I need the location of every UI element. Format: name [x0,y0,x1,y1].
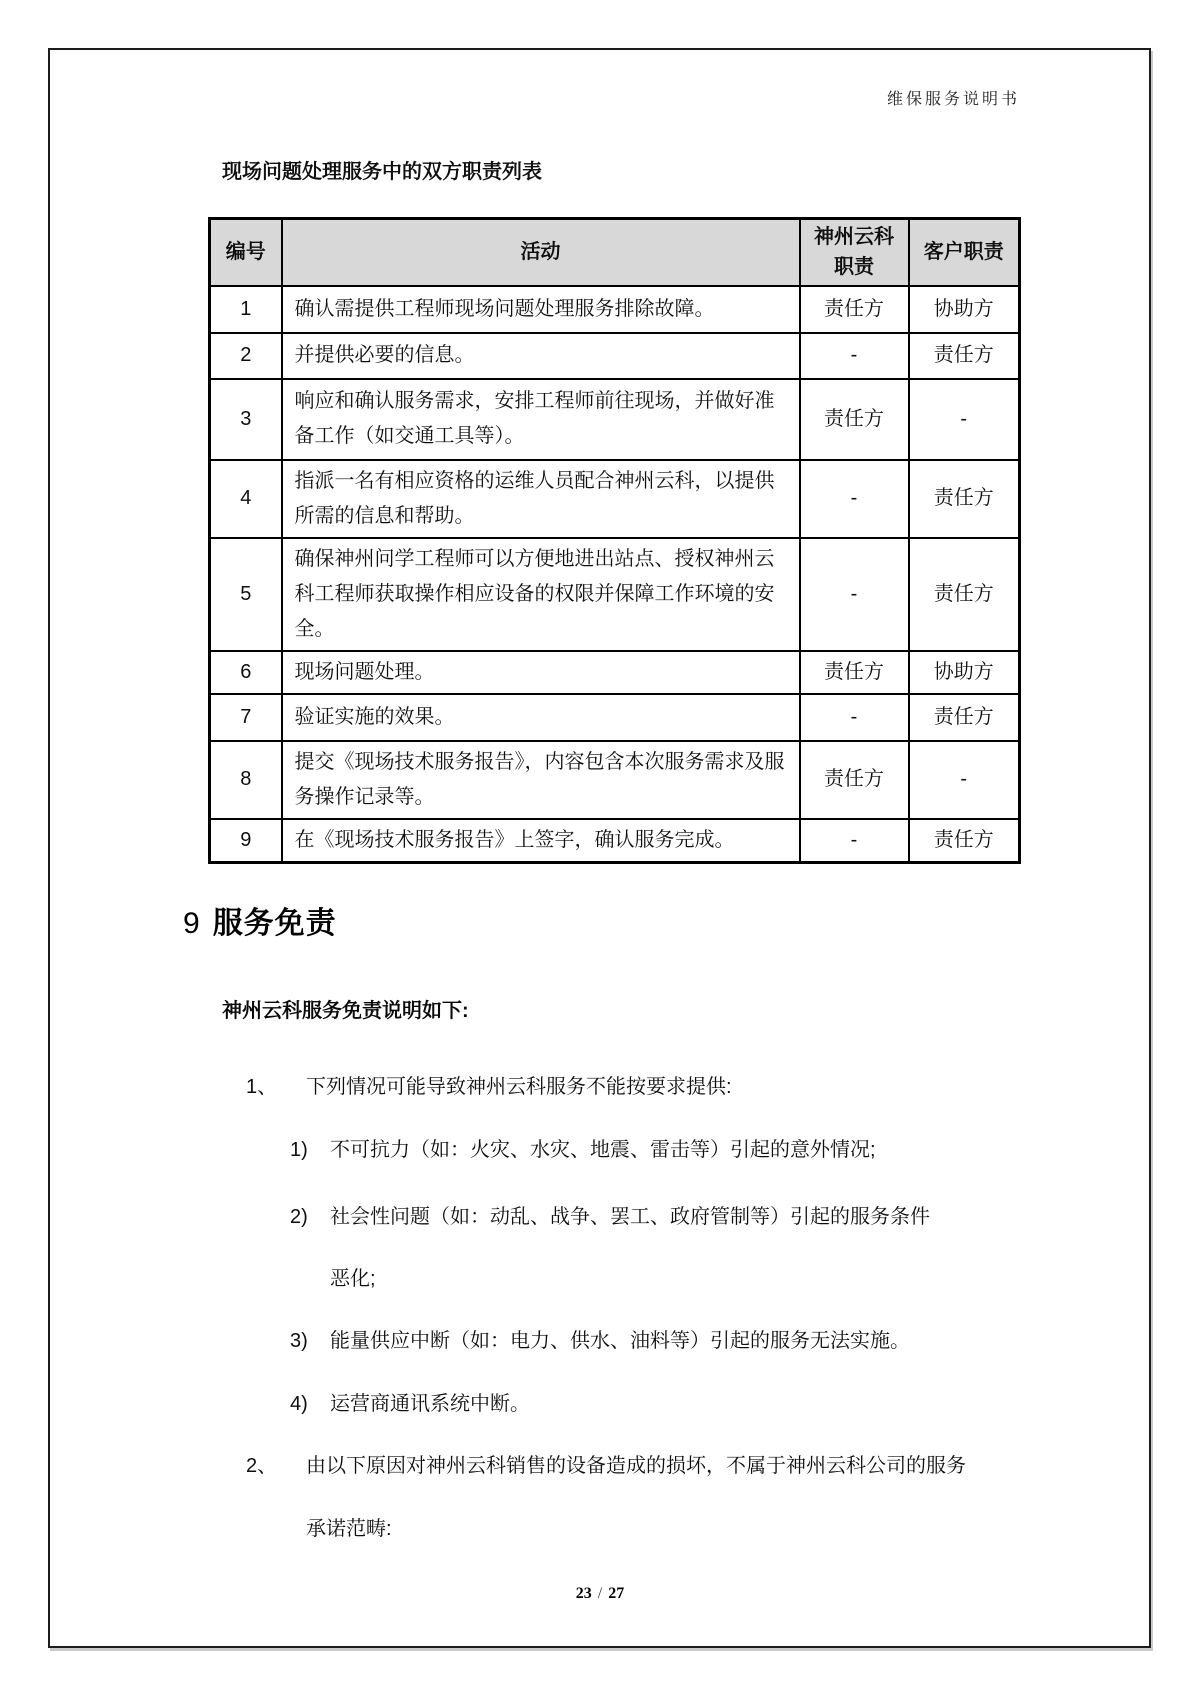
list-text: 下列情况可能导致神州云科服务不能按要求提供: [306,1076,732,1098]
disclaimer-line [290,1200,930,1229]
table-caption: 现场问题处理服务中的双方职责列表 [222,161,542,183]
col-header-no: 编号 [210,219,282,286]
row-no: 3 [210,379,282,460]
customer-role-cell: 责任方 [909,819,1020,863]
disclaimer-line [290,1324,910,1353]
disclaimer-line [330,1262,376,1291]
disclaimer-line [290,1133,876,1162]
customer-role-cell: - [909,379,1020,460]
list-marker: 1、 [246,1076,278,1098]
list-marker: 3) [290,1330,308,1352]
activity-cell: 确认需提供工程师现场问题处理服务排除故障。 [282,286,800,333]
list-marker: 1) [290,1139,308,1161]
disclaimer-line [246,1449,966,1478]
col-header-activity: 活动 [282,219,800,286]
activity-cell: 确保神州问学工程师可以方便地进出站点、授权神州云科工程师获取操作相应设备的权限并保障工作环境的安全。 [282,538,800,651]
list-text: 由以下原因对神州云科销售的设备造成的损坏，不属于神州云科公司的服务 [306,1455,966,1477]
col-header-customer: 客户职责 [909,219,1020,286]
yunke-role-cell: - [800,538,909,651]
yunke-role-cell: - [800,333,909,379]
table-row [210,694,1020,741]
table-row [210,819,1020,863]
list-marker: 4) [290,1393,308,1415]
row-no: 1 [210,286,282,333]
customer-role-cell: 协助方 [909,651,1020,694]
row-no: 9 [210,819,282,863]
yunke-role-cell: 责任方 [800,741,909,819]
row-no: 6 [210,651,282,694]
disclaimer-line [246,1070,732,1099]
yunke-role-cell: - [800,460,909,538]
table-row [210,460,1020,538]
page-number-current: 23 [575,1585,592,1602]
page-number-separator: / [597,1585,603,1602]
table-row [210,651,1020,694]
list-text: 运营商通讯系统中断。 [330,1393,530,1415]
customer-role-cell: 责任方 [909,538,1020,651]
page-footer [0,1585,1200,1603]
list-text: 社会性问题（如：动乱、战争、罢工、政府管制等）引起的服务条件 [330,1206,930,1228]
activity-cell: 验证实施的效果。 [282,694,800,741]
table-row [210,333,1020,379]
list-text: 能量供应中断（如：电力、供水、油料等）引起的服务无法实施。 [330,1330,910,1352]
section-title: 服务免责 [212,907,337,940]
row-no: 8 [210,741,282,819]
table-row [210,286,1020,333]
disclaimer-line [306,1512,392,1541]
section-number: 9 [183,907,200,940]
col-header-yunke: 神州云科职责 [800,219,909,286]
document-header-title: 维保服务说明书 [886,91,1020,108]
yunke-role-cell: - [800,694,909,741]
yunke-role-cell: 责任方 [800,379,909,460]
table-row [210,741,1020,819]
customer-role-cell: 协助方 [909,286,1020,333]
activity-cell: 并提供必要的信息。 [282,333,800,379]
yunke-role-cell: 责任方 [800,286,909,333]
page-number-total: 27 [608,1585,625,1602]
list-text: 承诺范畴: [306,1518,392,1540]
table-row [210,538,1020,651]
customer-role-cell: - [909,741,1020,819]
yunke-role-cell: 责任方 [800,651,909,694]
list-text: 不可抗力（如：火灾、水灾、地震、雷击等）引起的意外情况; [330,1139,876,1161]
activity-cell: 指派一名有相应资格的运维人员配合神州云科，以提供所需的信息和帮助。 [282,460,800,538]
activity-cell: 现场问题处理。 [282,651,800,694]
activity-cell: 在《现场技术服务报告》上签字，确认服务完成。 [282,819,800,863]
customer-role-cell: 责任方 [909,333,1020,379]
yunke-role-cell: - [800,819,909,863]
list-text: 恶化; [330,1268,376,1290]
table-row [210,379,1020,460]
row-no: 5 [210,538,282,651]
list-marker: 2、 [246,1455,278,1477]
disclaimer-intro: 神州云科服务免责说明如下: [222,1000,469,1022]
row-no: 7 [210,694,282,741]
row-no: 4 [210,460,282,538]
list-marker: 2) [290,1206,308,1228]
activity-cell: 提交《现场技术服务报告》，内容包含本次服务需求及服务操作记录等。 [282,741,800,819]
customer-role-cell: 责任方 [909,460,1020,538]
row-no: 2 [210,333,282,379]
activity-cell: 响应和确认服务需求，安排工程师前往现场，并做好准备工作（如交通工具等）。 [282,379,800,460]
table-header-row [210,219,1020,286]
disclaimer-line [290,1387,530,1416]
section-heading [183,898,337,942]
responsibility-table [208,217,1021,864]
customer-role-cell: 责任方 [909,694,1020,741]
